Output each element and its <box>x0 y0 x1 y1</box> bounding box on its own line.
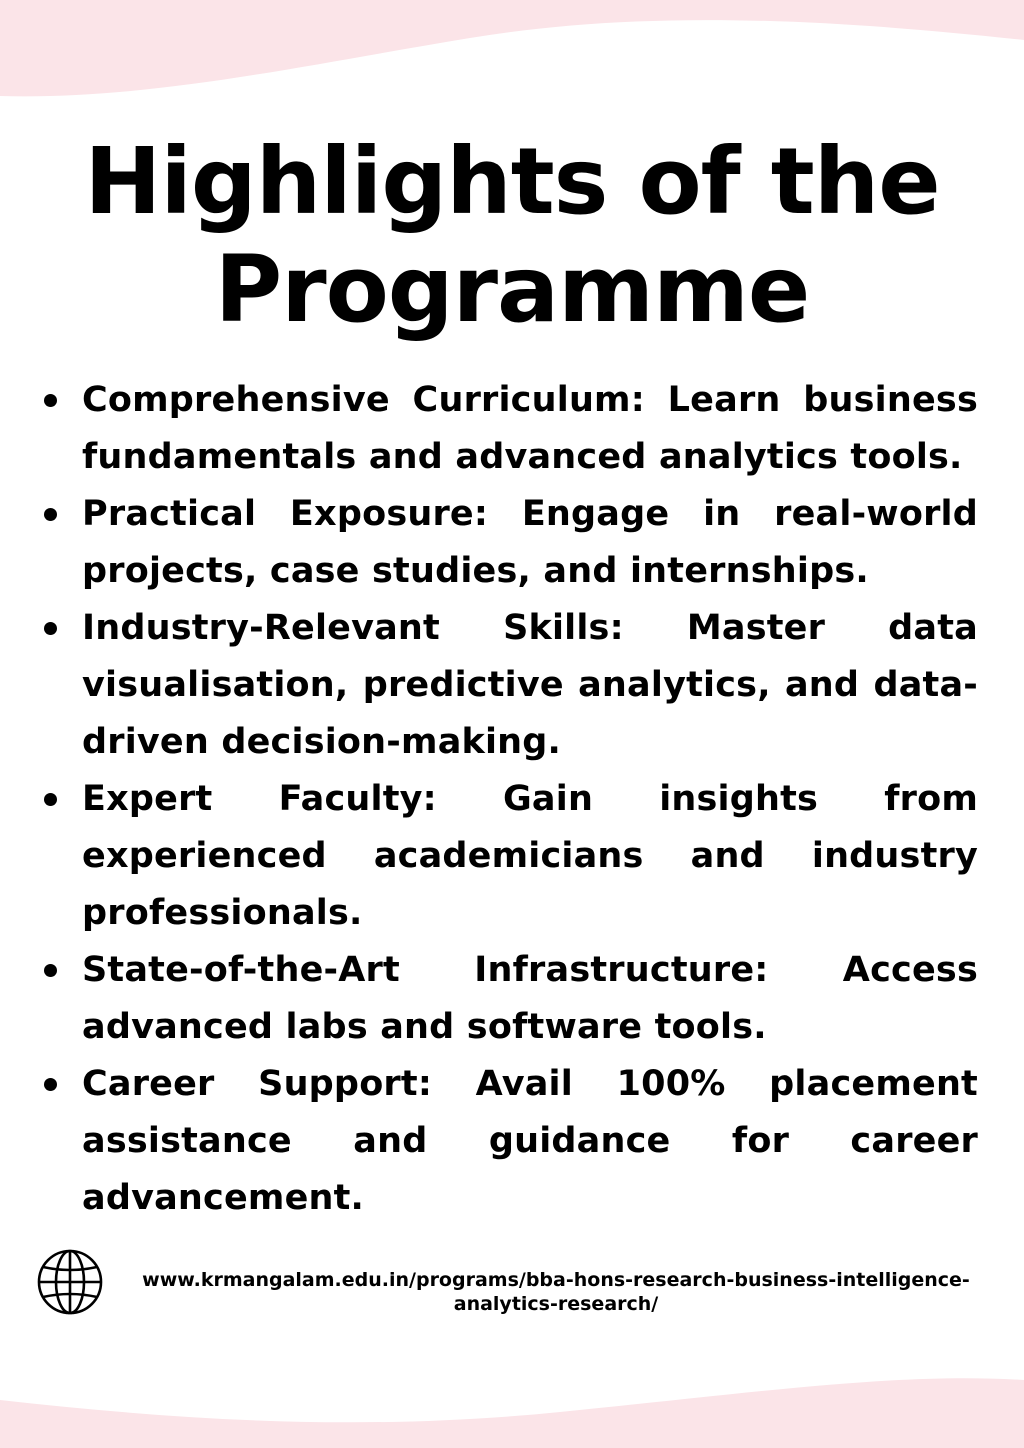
bottom-pink-wave <box>0 1328 1024 1448</box>
bullet-icon <box>44 793 57 806</box>
website-link[interactable] <box>116 1268 996 1316</box>
bullet-icon <box>44 508 57 521</box>
highlight-text: Practical Exposure: Engage in real-world projects, case studies, and internships. <box>82 494 978 591</box>
highlight-item-skills <box>34 600 978 771</box>
highlight-item-exposure <box>34 486 978 600</box>
bullet-icon <box>44 394 57 407</box>
title-line-1: Highlights of the <box>84 128 940 235</box>
url-line-1: www.krmangalam.edu.in/programs/bba-hons-research-business-intelligence- <box>142 1269 970 1291</box>
highlight-text: Expert Faculty: Gain insights from experienced academicians and industry professionals. <box>82 779 978 933</box>
highlight-item-curriculum <box>34 372 978 486</box>
highlight-text: Career Support: Avail 100% placement assistance and guidance for career advancement. <box>82 1064 978 1218</box>
top-pink-wave <box>0 0 1024 120</box>
highlight-text: Industry-Relevant Skills: Master data visualisation, predictive analytics, and data-driven decision-making. <box>82 608 978 762</box>
highlights-list <box>34 372 978 1227</box>
highlight-item-faculty <box>34 771 978 942</box>
page-title <box>0 128 1024 344</box>
highlight-text: Comprehensive Curriculum: Learn business fundamentals and advanced analytics tools. <box>82 380 978 477</box>
bullet-icon <box>44 1078 57 1091</box>
bullet-icon <box>44 622 57 635</box>
url-line-2: analytics-research/ <box>453 1293 659 1315</box>
globe-icon <box>36 1248 104 1316</box>
title-line-2: Programme <box>214 236 810 343</box>
highlight-item-career <box>34 1056 978 1227</box>
footer <box>36 1248 996 1318</box>
bullet-icon <box>44 964 57 977</box>
highlight-text: State-of-the-Art Infrastructure: Access advanced labs and software tools. <box>82 950 978 1047</box>
highlight-item-infrastructure <box>34 942 978 1056</box>
